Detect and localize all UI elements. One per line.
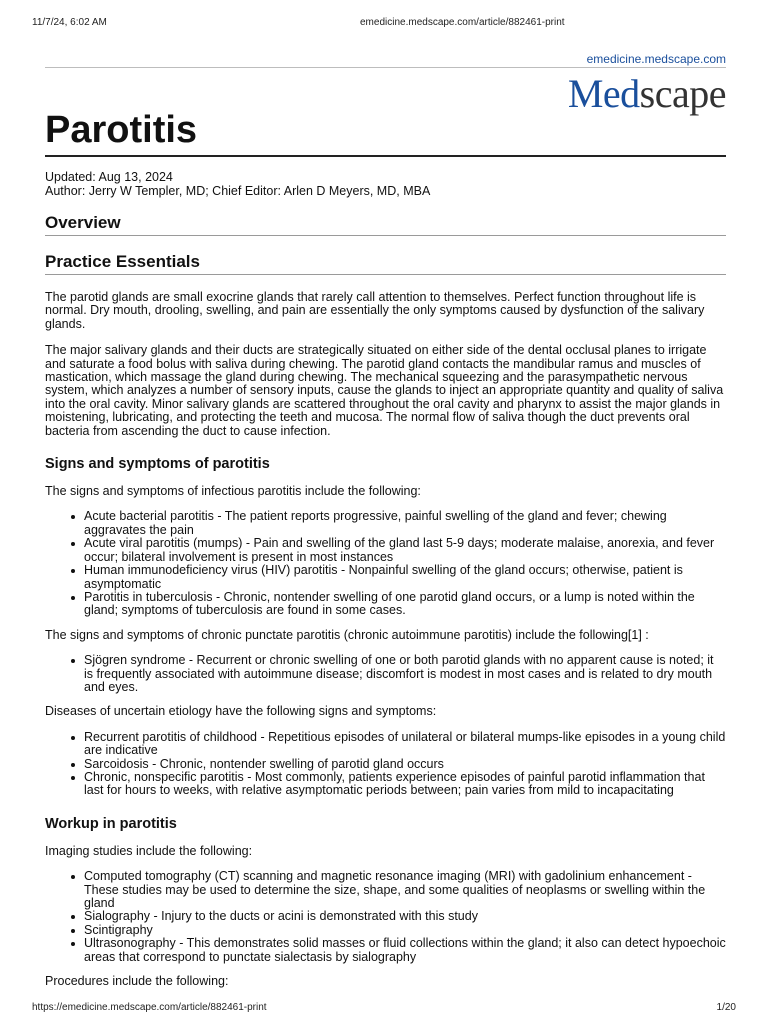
footer-url: https://emedicine.medscape.com/article/882461-print	[32, 1002, 267, 1013]
procedures-intro: Procedures include the following:	[45, 974, 229, 989]
overview-heading: Overview	[45, 213, 121, 232]
practice-divider	[45, 274, 726, 275]
signs-intro: The signs and symptoms of infectious parotitis include the following:	[45, 484, 421, 499]
site-link[interactable]: emedicine.medscape.com	[586, 52, 726, 66]
imaging-intro: Imaging studies include the following:	[45, 843, 253, 858]
paragraph: The major salivary glands and their ducts are strategically situated on either side of the dental occlusal planes to irrigate and saturate a food bolus with saliva during chewing. The parotid gland contacts the mandibular ramus and muscles of mastication, which massage the gland during chewing. The mechanical squeezing and the parasympathetic nervous system, which analyzes a number of sensory inputs, cause the glands to inject an appropriate quantity and quality of saliva into the oral cavity. Minor salivary glands are scattered throughout the oral cavity and pharynx to assist the major glands in moistening, lubricating, and protecting the teeth and mucosa. The normal flow of saliva though the duct prevents oral bacteria from ascending the duct to cause infection.	[45, 343, 724, 438]
page-number: 1/20	[716, 1002, 736, 1013]
print-date: 11/7/24, 6:02 AM	[32, 17, 107, 28]
title-divider	[45, 155, 726, 157]
list-item: Acute viral parotitis (mumps) - Pain and swelling of the gland last 5-9 days; moderate malaise, anorexia, and fever occur; bilateral involvement is present in most instances	[45, 537, 726, 564]
overview-divider	[45, 235, 726, 236]
article-meta	[45, 170, 726, 198]
print-url: emedicine.medscape.com/article/882461-print	[360, 17, 565, 28]
list-item: Parotitis in tuberculosis - Chronic, nontender swelling of one parotid gland occurs, or a lump is noted within the gland; symptoms of tuberculosis are found in some cases.	[45, 591, 726, 618]
article-content	[45, 104, 726, 988]
uncertain-list	[45, 731, 726, 798]
workup-heading: Workup in parotitis	[45, 815, 177, 832]
practice-essentials-heading: Practice Essentials	[45, 252, 200, 271]
paragraph: The parotid glands are small exocrine glands that rarely call attention to themselves. Perfect function throughout life is normal. Dry mouth, drooling, swelling, and pain are essentially the only symptoms caused by dysfunction of the salivary glands.	[45, 290, 705, 331]
updated-date: Updated: Aug 13, 2024	[45, 170, 173, 184]
list-item: Ultrasonography - This demonstrates solid masses or fluid collections within the gland; it also can detect hypoechoic areas that correspond to punctate sialectasis by sialography	[45, 937, 726, 964]
list-item: Human immunodeficiency virus (HIV) parotitis - Nonpainful swelling of the gland occurs; otherwise, patient is asymptomatic	[45, 564, 726, 591]
list-item: Sarcoidosis - Chronic, nontender swelling of parotid gland occurs	[45, 758, 726, 771]
infectious-list	[45, 510, 726, 617]
medscape-logo: Medscape	[567, 71, 726, 116]
chronic-list	[45, 654, 726, 694]
list-item: Sjögren syndrome - Recurrent or chronic swelling of one or both parotid glands with no apparent cause is noted; it is frequently associated with autoimmune disease; discomfort is modest in most cases and is related to dry mouth and eyes.	[45, 654, 726, 694]
list-item: Acute bacterial parotitis - The patient reports progressive, painful swelling of the gland and fever; chewing aggravates the pain	[45, 510, 726, 537]
header-divider	[45, 67, 726, 68]
list-item: Scintigraphy	[45, 924, 726, 937]
author-line: Author: Jerry W Templer, MD; Chief Editor: Arlen D Meyers, MD, MBA	[45, 184, 431, 198]
chronic-intro: The signs and symptoms of chronic punctate parotitis (chronic autoimmune parotitis) include the following[1] :	[45, 627, 649, 642]
page-title: Parotitis	[45, 109, 198, 151]
imaging-list	[45, 870, 726, 964]
list-item: Recurrent parotitis of childhood - Repetitious episodes of unilateral or bilateral mumps-like episodes in a young child are indicative	[45, 731, 726, 758]
list-item: Computed tomography (CT) scanning and magnetic resonance imaging (MRI) with gadolinium enhancement - These studies may be used to determine the size, shape, and some qualities of neoplasms or swelling within the gland	[45, 870, 726, 910]
print-footer	[32, 1002, 736, 1016]
list-item: Chronic, nonspecific parotitis - Most commonly, patients experience episodes of painful parotid inflammation that last for hours to weeks, with relative asymptomatic periods between; pain varies from mild to incapacitating	[45, 771, 726, 798]
uncertain-intro: Diseases of uncertain etiology have the following signs and symptoms:	[45, 704, 437, 719]
list-item: Sialography - Injury to the ducts or acini is demonstrated with this study	[45, 910, 726, 923]
signs-heading: Signs and symptoms of parotitis	[45, 456, 270, 473]
print-header	[32, 17, 728, 31]
